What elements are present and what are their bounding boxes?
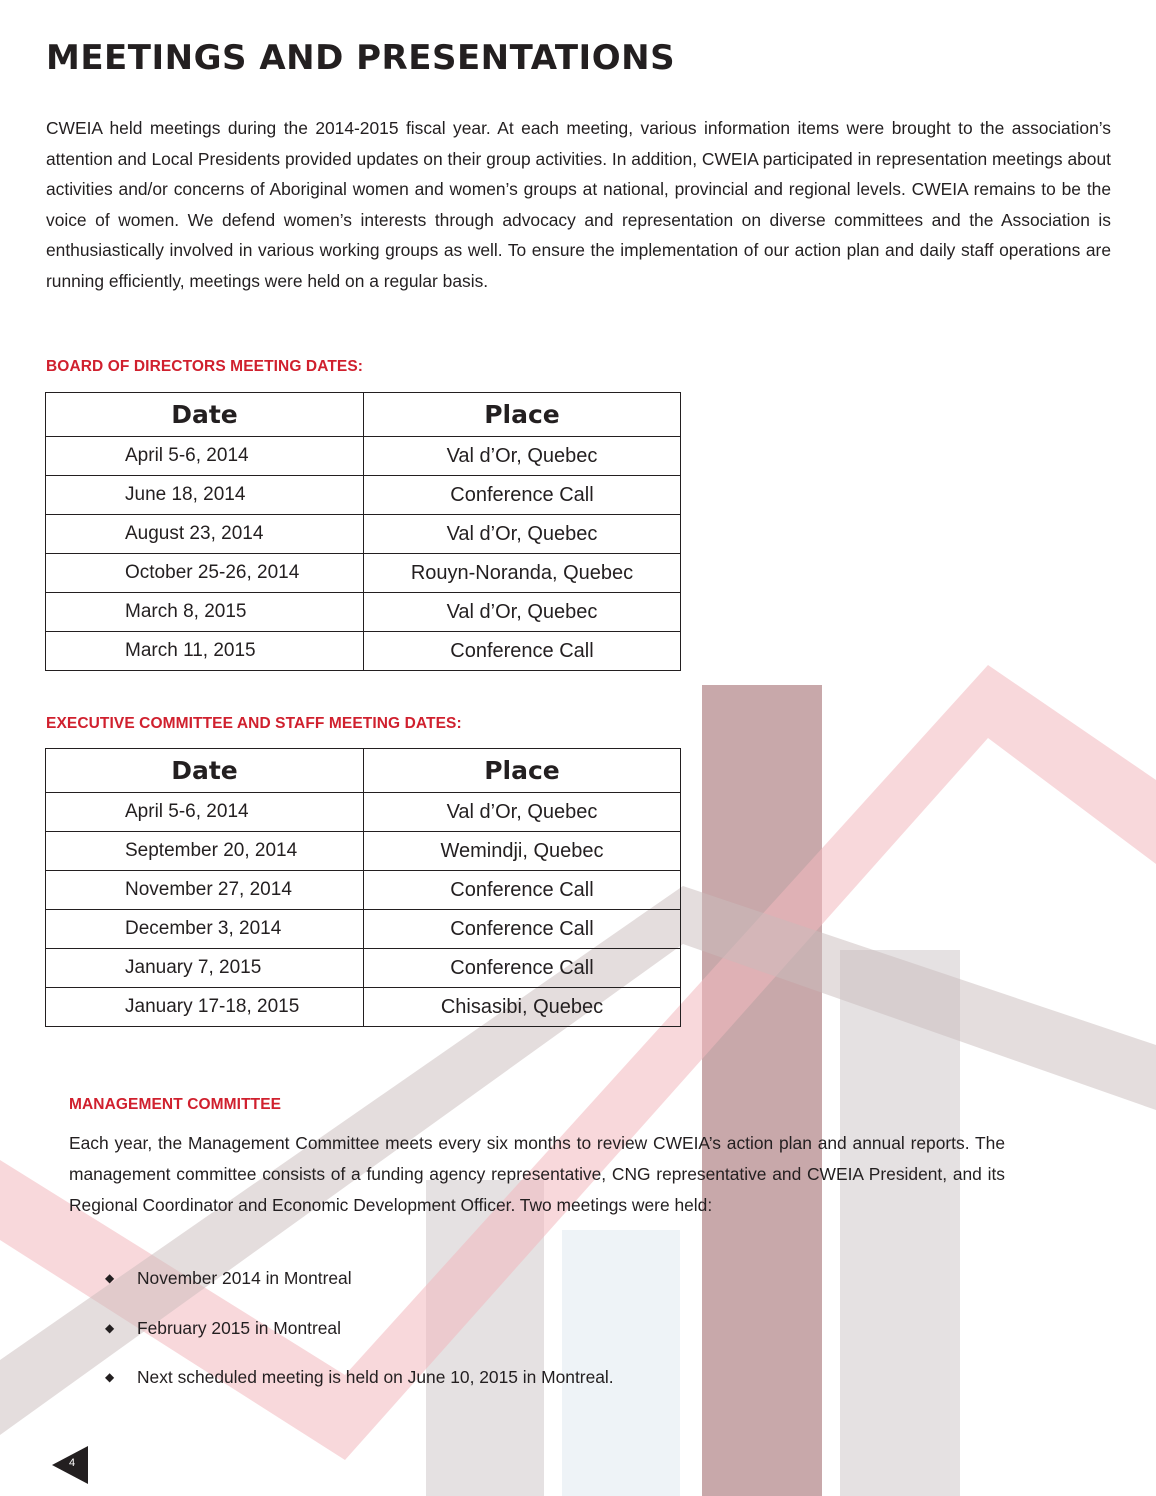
- place-cell: Conference Call: [364, 476, 681, 515]
- date-cell: December 3, 2014: [46, 910, 364, 949]
- meetings-list: [105, 1266, 614, 1415]
- table-row: [46, 593, 681, 632]
- table-row: [46, 988, 681, 1027]
- table-header-row: [46, 393, 681, 437]
- diamond-bullet-icon: ◆: [105, 1320, 115, 1335]
- intro-paragraph: CWEIA held meetings during the 2014-2015 fiscal year. At each meeting, various information items were brought to the association’s attention and Local Presidents provided updates on their group activities. In addition, CWEIA participated in representation meetings about activities and/or concerns of Aboriginal women and women’s groups at national, provincial and regional levels. CWEIA remains to be the voice of women. We defend women’s interests through advocacy and representation on diverse committees and the Association is enthusiastically involved in various working groups as well. To ensure the implementation of our action plan and daily staff operations are running efficiently, meetings were held on a regular basis.: [46, 118, 1111, 291]
- date-cell: August 23, 2014: [46, 515, 364, 554]
- date-cell: January 17-18, 2015: [46, 988, 364, 1027]
- list-item-text: February 2015 in Montreal: [137, 1317, 341, 1338]
- column-header-date: Date: [46, 393, 364, 437]
- place-cell: Val d’Or, Quebec: [364, 515, 681, 554]
- diamond-bullet-icon: ◆: [105, 1271, 115, 1285]
- table-row: [46, 437, 681, 476]
- date-cell: March 11, 2015: [46, 632, 364, 671]
- page-number-marker: [52, 1446, 90, 1484]
- place-cell: Conference Call: [364, 910, 681, 949]
- place-cell: Val d’Or, Quebec: [364, 793, 681, 832]
- place-cell: Val d’Or, Quebec: [364, 593, 681, 632]
- list-item-text: Next scheduled meeting is held on June 10, 2015 in Montreal.: [137, 1367, 614, 1387]
- date-cell: March 8, 2015: [46, 593, 364, 632]
- list-item-text: November 2014 in Montreal: [137, 1268, 352, 1288]
- date-cell: November 27, 2014: [46, 871, 364, 910]
- page-number: 4: [69, 1457, 76, 1469]
- place-cell: Chisasibi, Quebec: [364, 988, 681, 1027]
- table-row: [46, 793, 681, 832]
- management-committee-heading: MANAGEMENT COMMITTEE: [69, 1096, 282, 1113]
- date-cell: September 20, 2014: [46, 832, 364, 871]
- place-cell: Conference Call: [364, 949, 681, 988]
- place-cell: Rouyn-Noranda, Quebec: [364, 554, 681, 593]
- date-cell: January 7, 2015: [46, 949, 364, 988]
- column-header-place: Place: [364, 393, 681, 437]
- date-cell: June 18, 2014: [46, 476, 364, 515]
- executive-meetings-heading: EXECUTIVE COMMITTEE AND STAFF MEETING DATES:: [46, 715, 462, 732]
- table-row: [46, 632, 681, 671]
- list-item: [105, 1266, 614, 1316]
- place-cell: Val d’Or, Quebec: [364, 437, 681, 476]
- diamond-bullet-icon: ◆: [105, 1370, 115, 1384]
- date-cell: October 25-26, 2014: [46, 554, 364, 593]
- list-item: [105, 1316, 614, 1366]
- board-meetings-heading: BOARD OF DIRECTORS MEETING DATES:: [46, 358, 364, 375]
- table-row: [46, 554, 681, 593]
- column-header-place: Place: [364, 749, 681, 793]
- date-cell: April 5-6, 2014: [46, 437, 364, 476]
- column-header-date: Date: [46, 749, 364, 793]
- table-row: [46, 910, 681, 949]
- place-cell: Conference Call: [364, 871, 681, 910]
- executive-meetings-table: [45, 748, 681, 1027]
- management-committee-paragraph: Each year, the Management Committee meets every six months to review CWEIA’s action plan and annual reports. The management committee consists of a funding agency representative, CNG representative and CWEIA President, and its Regional Coordinator and Economic Development Officer. Two meetings were held:: [69, 1133, 1005, 1215]
- table-row: [46, 476, 681, 515]
- table-row: [46, 832, 681, 871]
- date-cell: April 5-6, 2014: [46, 793, 364, 832]
- board-meetings-table: [45, 392, 681, 671]
- page-title: MEETINGS AND PRESENTATIONS: [46, 38, 676, 78]
- place-cell: Conference Call: [364, 632, 681, 671]
- place-cell: Wemindji, Quebec: [364, 832, 681, 871]
- table-row: [46, 949, 681, 988]
- table-header-row: [46, 749, 681, 793]
- table-row: [46, 871, 681, 910]
- list-item: [105, 1365, 614, 1415]
- table-row: [46, 515, 681, 554]
